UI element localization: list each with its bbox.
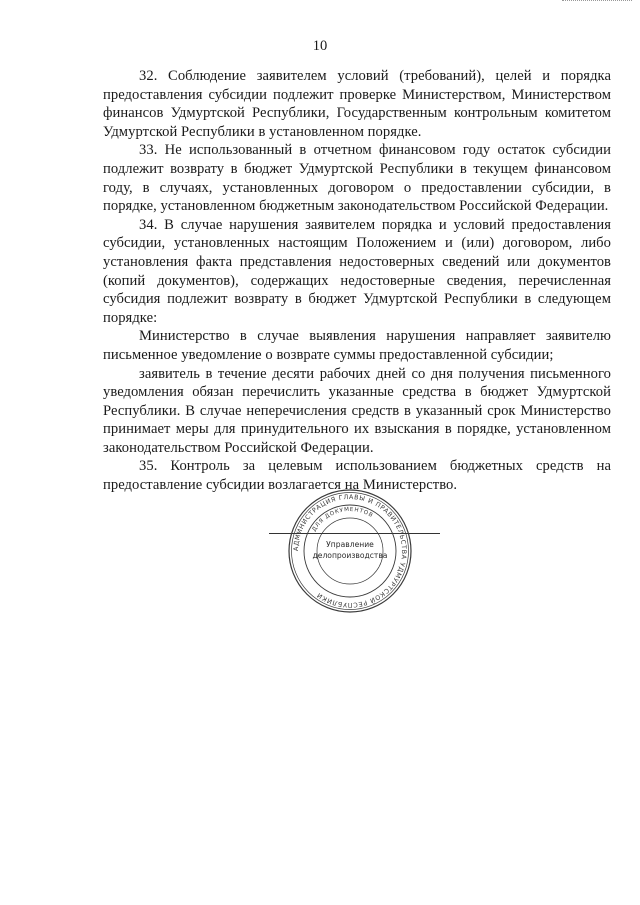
paragraph-32: 32. Соблюдение заявителем условий (требований), целей и порядка предоставления субсидии подлежит проверке Министерством, Министерством финансов Удмуртской Республики, Государственным контрольным комитетом Удмуртской Республики в установленном порядке. (103, 68, 611, 140)
paragraph-34: 34. В случае нарушения заявителем порядка и условий предоставления субсидии, установленных настоящим Положением и (или) договором, либо установления факта представления недостоверных сведений или документов (копий документов), содержащих недостоверные сведения, перечисленная субсидия подлежит возврату в бюджет Удмуртской Республики в следующем порядке: (103, 216, 611, 326)
stamp-outer-ring-text: АДМИНИСТРАЦИЯ ГЛАВЫ И ПРАВИТЕЛЬСТВА УДМУРТСКОЙ РЕСПУБЛИКИ (291, 492, 409, 610)
office-stamp (287, 488, 413, 614)
paragraph-34-ministry-notice: Министерство в случае выявления нарушения направляет заявителю письменное уведомление о возврате суммы предоставленной субсидии; (103, 328, 611, 363)
page-number: 10 (312, 38, 328, 54)
paragraph-34-applicant-refund: заявитель в течение десяти рабочих дней со дня получения письменного уведомления обязан перечислить указанные средства в бюджет Удмуртской Республики. В случае неперечисления средств в указанный срок Министерство принимает меры для принудительного их взыскания в порядке, установленном законодательством Российской Федерации. (103, 365, 611, 456)
document-body (103, 67, 611, 495)
paragraph-35: 35. Контроль за целевым использованием бюджетных средств на предоставление субсидии возлагается на Министерство. (103, 458, 611, 494)
svg-text:ДЛЯ ДОКУМЕНТОВ (312, 507, 374, 533)
top-edge-mark (562, 0, 632, 4)
paragraph-33: 33. Не использованный в отчетном финансовом году остаток субсидии подлежит возврату в бюджет Удмуртской Республики в текущем финансовом году, в случаях, установленных договором о предоставлении субсидии, в порядке, установленном бюджетным законодательством Российской Федерации. (103, 142, 611, 215)
stamp-center-line-1: Управление (326, 540, 374, 549)
stamp-center-line-2: делопроизводства (312, 551, 388, 560)
stamp-inner-ring-text: ДЛЯ ДОКУМЕНТОВ (311, 506, 374, 533)
